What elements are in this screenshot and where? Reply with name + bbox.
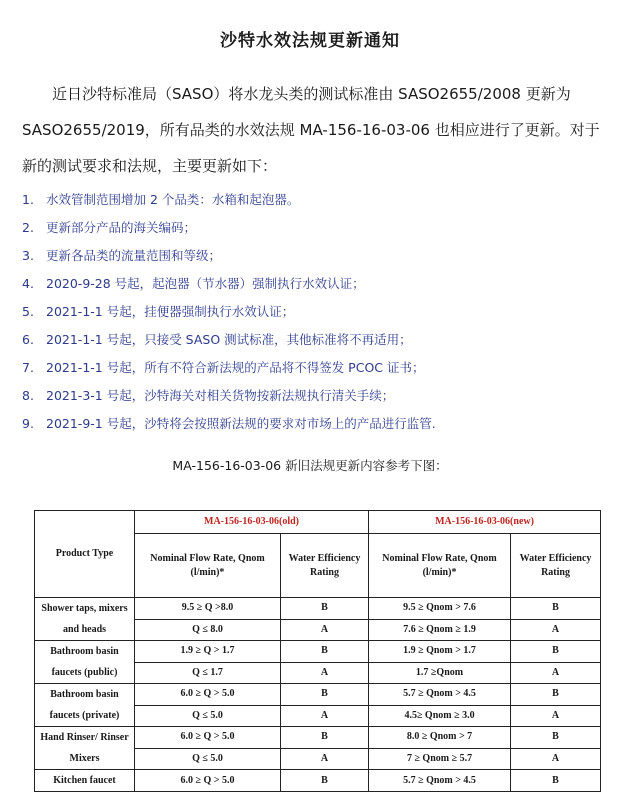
table-row: [35, 727, 601, 749]
update-text: 水效管制范围增加 2 个品类：水箱和起泡器。: [46, 192, 300, 207]
update-number: 6.: [22, 332, 34, 347]
update-number: 5.: [22, 304, 34, 319]
old-flow-cell: 6.0 ≥ Q > 5.0: [135, 684, 281, 706]
document-title: 沙特水效法规更新通知: [220, 31, 400, 51]
update-item: [22, 186, 612, 214]
old-rating-header: Water Efficiency Rating: [281, 534, 369, 598]
old-rating-cell: A: [281, 705, 369, 727]
update-list: [22, 186, 612, 438]
update-number: 8.: [22, 388, 34, 403]
old-rating-cell: B: [281, 727, 369, 749]
old-flow-cell: 6.0 ≥ Q > 5.0: [135, 727, 281, 749]
update-item: [22, 382, 612, 410]
old-flow-cell: Q ≤ 5.0: [135, 748, 281, 770]
update-item: [22, 410, 612, 438]
update-number: 1.: [22, 192, 34, 207]
update-item: [22, 270, 612, 298]
table-row: [35, 770, 601, 792]
update-text: 2021-3-1 号起，沙特海关对相关货物按新法规执行清关手续；: [46, 388, 395, 403]
old-flow-cell: 1.9 ≥ Q > 1.7: [135, 641, 281, 663]
new-flow-cell: 7 ≥ Qnom ≥ 5.7: [369, 748, 511, 770]
regulation-comparison-table: [34, 510, 601, 792]
old-rating-cell: A: [281, 748, 369, 770]
new-rating-cell: B: [511, 641, 601, 663]
update-text: 2021-1-1 号起，只接受 SASO 测试标准，其他标准将不再适用；: [46, 332, 412, 347]
new-flow-cell: 4.5≥ Qnom ≥ 3.0: [369, 705, 511, 727]
old-rating-cell: A: [281, 662, 369, 684]
product-type-cell: Kitchen faucet: [35, 770, 135, 792]
new-flow-cell: 8.0 ≥ Qnom > 7: [369, 727, 511, 749]
update-number: 7.: [22, 360, 34, 375]
new-rating-cell: A: [511, 662, 601, 684]
new-flow-cell: 1.9 ≥ Qnom > 1.7: [369, 641, 511, 663]
update-number: 3.: [22, 248, 34, 263]
old-rating-cell: B: [281, 641, 369, 663]
new-rating-cell: B: [511, 598, 601, 620]
product-type-cell: Bathroom basin faucets (private): [35, 684, 135, 727]
update-item: [22, 298, 612, 326]
new-rating-cell: B: [511, 684, 601, 706]
old-rating-cell: A: [281, 619, 369, 641]
update-item: [22, 354, 612, 382]
update-item: [22, 326, 612, 354]
new-flow-cell: 9.5 ≥ Qnom > 7.6: [369, 598, 511, 620]
table-row: [35, 598, 601, 620]
update-item: [22, 214, 612, 242]
table-row: [35, 641, 601, 663]
new-rating-cell: B: [511, 727, 601, 749]
new-flow-cell: 7.6 ≥ Qnom ≥ 1.9: [369, 619, 511, 641]
update-number: 4.: [22, 276, 34, 291]
new-rating-cell: A: [511, 748, 601, 770]
old-rating-cell: B: [281, 770, 369, 792]
table-row: [35, 684, 601, 706]
update-text: 2021-1-1 号起，挂便器强制执行水效认证；: [46, 304, 295, 319]
new-flow-header: Nominal Flow Rate, Qnom (l/min)*: [369, 534, 511, 598]
intro-text: 近日沙特标准局（SASO）将水龙头类的测试标准由 SASO2655/2008 更新为SASO2655/2019，所有品类的水效法规 MA-156-16-03-06 也相应进行了更新。对于新的测试要求和法规，主要更新如下：: [22, 85, 600, 175]
new-rating-cell: A: [511, 705, 601, 727]
old-rating-cell: B: [281, 598, 369, 620]
table-caption: MA-156-16-03-06 新旧法规更新内容参考下图：: [172, 458, 448, 473]
new-rating-cell: A: [511, 619, 601, 641]
product-type-header: Product Type: [35, 511, 135, 598]
product-type-cell: Shower taps, mixers and heads: [35, 598, 135, 641]
new-rating-header: Water Efficiency Rating: [511, 534, 601, 598]
old-rating-cell: B: [281, 684, 369, 706]
version-header-row: [35, 511, 601, 534]
update-item: [22, 242, 612, 270]
update-number: 2.: [22, 220, 34, 235]
old-flow-cell: Q ≤ 5.0: [135, 705, 281, 727]
new-version-header: MA-156-16-03-06(new): [369, 511, 601, 534]
new-rating-cell: B: [511, 770, 601, 792]
old-flow-cell: Q ≤ 1.7: [135, 662, 281, 684]
product-type-cell: Bathroom basin faucets (public): [35, 641, 135, 684]
old-flow-cell: Q ≤ 8.0: [135, 619, 281, 641]
product-type-cell: Hand Rinser/ Rinser Mixers: [35, 727, 135, 770]
old-version-header: MA-156-16-03-06(old): [135, 511, 369, 534]
old-flow-cell: 9.5 ≥ Q >8.0: [135, 598, 281, 620]
update-text: 更新部分产品的海关编码；: [46, 220, 197, 235]
new-flow-cell: 5.7 ≥ Qnom > 4.5: [369, 770, 511, 792]
update-number: 9.: [22, 416, 34, 431]
update-text: 更新各品类的流量范围和等级；: [46, 248, 222, 263]
update-text: 2021-1-1 号起，所有不符合新法规的产品将不得签发 PCOC 证书；: [46, 360, 425, 375]
new-flow-cell: 1.7 ≥Qnom: [369, 662, 511, 684]
new-flow-cell: 5.7 ≥ Qnom > 4.5: [369, 684, 511, 706]
intro-paragraph: [22, 76, 612, 184]
old-flow-cell: 6.0 ≥ Q > 5.0: [135, 770, 281, 792]
update-text: 2021-9-1 号起，沙特将会按照新法规的要求对市场上的产品进行监管.: [46, 416, 436, 431]
update-text: 2020-9-28 号起，起泡器（节水器）强制执行水效认证；: [46, 276, 365, 291]
old-flow-header: Nominal Flow Rate, Qnom (l/min)*: [135, 534, 281, 598]
